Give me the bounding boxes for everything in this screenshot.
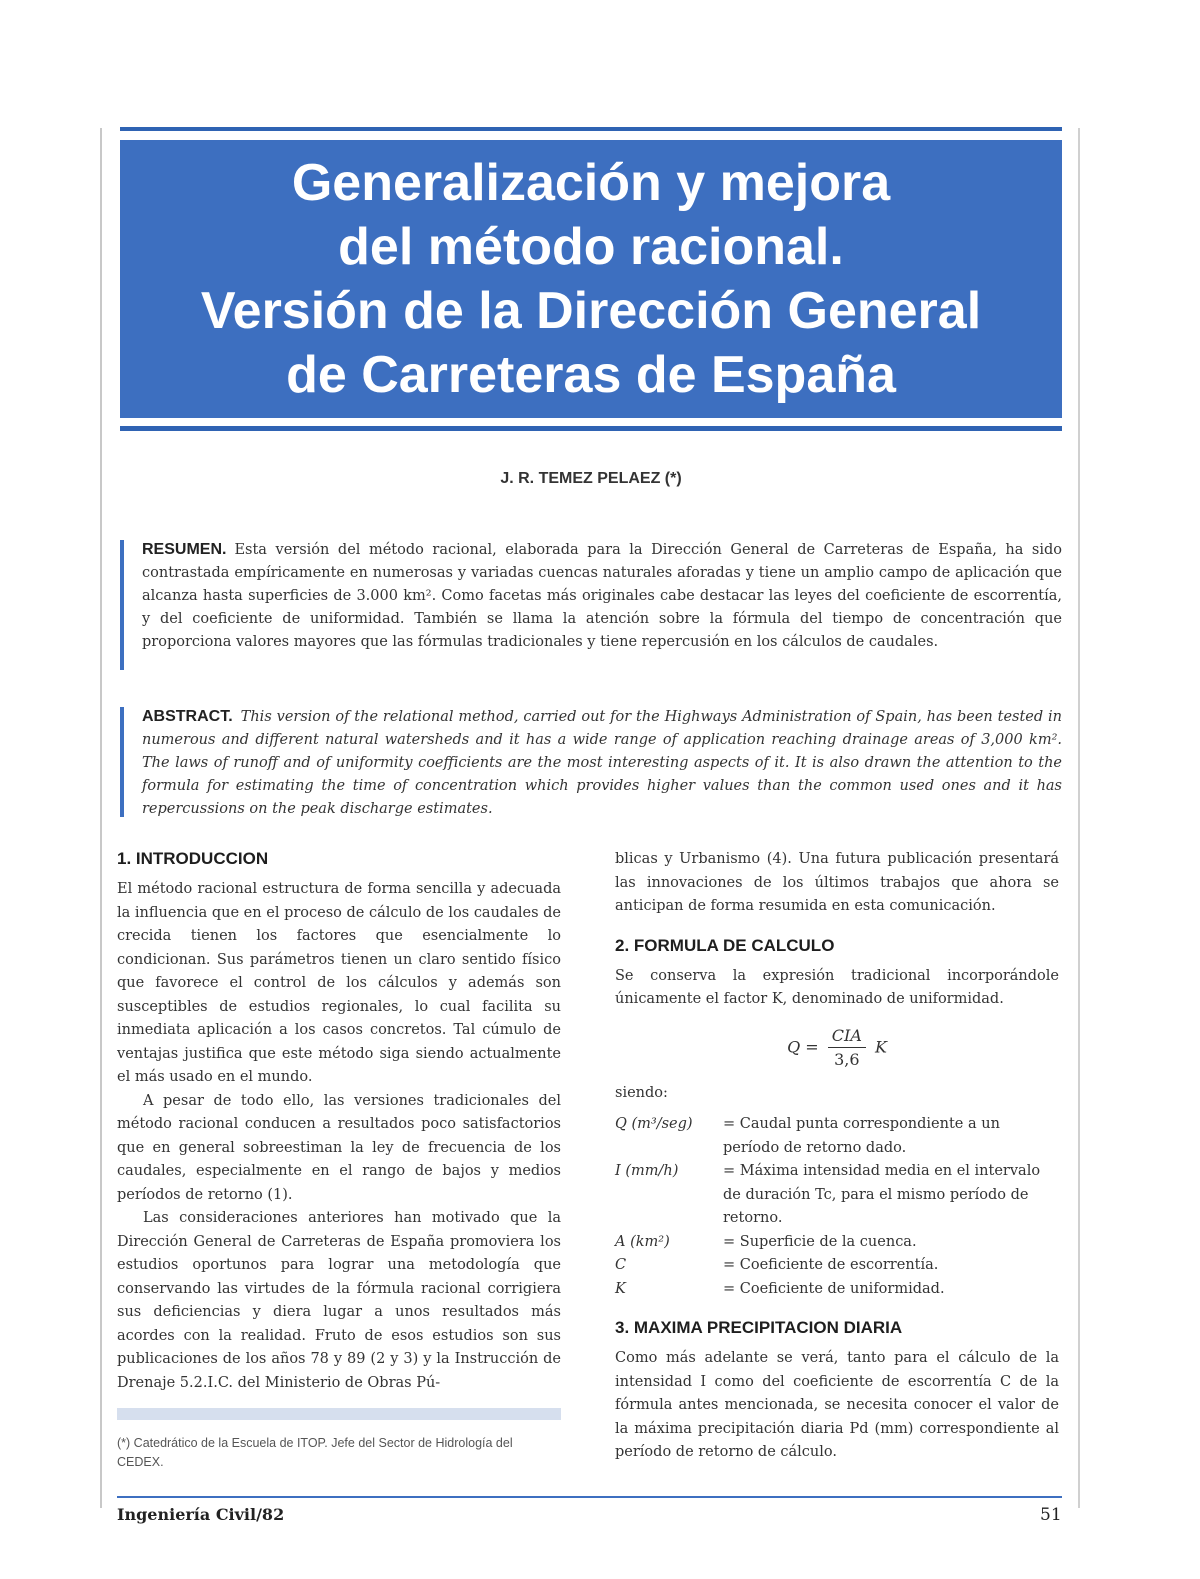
definition-row bbox=[615, 1231, 1059, 1255]
definition-row bbox=[615, 1113, 1059, 1160]
title-line-2: del método racional. bbox=[338, 218, 844, 276]
title-line-4: de Carreteras de España bbox=[286, 346, 896, 404]
resumen-text: Esta versión del método racional, elaborada para la Dirección General de Carreteras de España, ha sido contrastada empíricamente en numerosas y variadas cuencas naturales aforadas y tiene un amplio campo de aplicación que alcanza hasta superficies de 3.000 km². Como facetas más originales cabe destacar las leyes del coeficiente de escorrentía, y del coeficiente de uniformidad. También se llama la atención sobre la fórmula del tiempo de concentración que proporciona valores mayores que las fórmulas tradicionales y tiene repercusión en los cálculos de caudales. bbox=[142, 542, 1062, 650]
abstract-label: ABSTRACT. bbox=[142, 708, 233, 725]
resumen-label: RESUMEN. bbox=[142, 541, 227, 558]
abstract-text: This version of the relational method, carried out for the Highways Administration of Spain, has been tested in numerous and different natural watersheds and it has a wide range of application reaching drainage areas of 3,000 km². The laws of runoff and of uniformity coefficients are the most interesting aspects of it. It is also drawn the attention to the formula for estimating the time of concentration which provides higher values than the common used ones and it has repercussions on the peak discharge estimates. bbox=[142, 709, 1062, 817]
definition-text: = Coeficiente de escorrentía. bbox=[723, 1257, 939, 1273]
abstract-accent-bar bbox=[120, 707, 124, 817]
section-2-intro: Se conserva la expresión tradicional incorporándole únicamente el factor K, denominado de uniformidad. bbox=[615, 967, 1059, 1007]
title-line-1: Generalización y mejora bbox=[291, 154, 891, 212]
formula-numerator: CIA bbox=[828, 1024, 866, 1049]
definition-row bbox=[615, 1278, 1059, 1302]
page-number: 51 bbox=[1040, 1505, 1062, 1525]
formula-fraction bbox=[828, 1024, 866, 1072]
definition-symbol: Q (m³/seg) bbox=[615, 1116, 693, 1132]
footnote-separator bbox=[117, 1408, 561, 1420]
section-3-paragraph-1: Como más adelante se verá, tanto para el cálculo de la intensidad I como del coeficiente de escorrentía C de la fórmula antes mencionada, se necesita conocer el valor de la máxima precipitación diaria Pd (mm) correspondiente al período de retorno de cálculo. bbox=[615, 1350, 1059, 1460]
section-1-paragraph-1: El método racional estructura de forma sencilla y adecuada la influencia que en el proceso de cálculo de los caudales de crecida tienen los factores que esencialmente lo condicionan. Sus parámetros tienen un claro sentido físico que favorece el control de los cálculos y además son susceptibles de estudios regionales, lo cual facilita su inmediata aplicación a los casos concretos. Tal cúmulo de ventajas justifica que este método siga siendo actualmente el más usado en el mundo. bbox=[117, 881, 561, 1085]
title-banner bbox=[120, 140, 1062, 418]
formula-denominator: 3,6 bbox=[834, 1050, 860, 1069]
definition-symbol: A (km²) bbox=[615, 1233, 670, 1250]
section-1-paragraph-2: A pesar de todo ello, las versiones tradicionales del método racional conducen a resultados poco satisfactorios que en general sobreestiman la ley de frecuencia de los caudales, especialmente en el rango de bajos y medios períodos de retorno (1). bbox=[117, 1092, 561, 1203]
right-column bbox=[615, 848, 1059, 1465]
section-2-heading: 2. FORMULA DE CALCULO bbox=[615, 935, 835, 955]
footnote: (*) Catedrático de la Escuela de ITOP. Jefe del Sector de Hidrología del CEDEX. bbox=[117, 1436, 513, 1469]
title-rule-top bbox=[120, 127, 1062, 131]
definition-row bbox=[615, 1254, 1059, 1278]
definition-row bbox=[615, 1160, 1059, 1231]
definition-symbol: C bbox=[615, 1257, 627, 1273]
section-3-heading: 3. MAXIMA PRECIPITACION DIARIA bbox=[615, 1318, 903, 1337]
resumen-accent-bar bbox=[120, 540, 124, 670]
definition-symbol: I (mm/h) bbox=[615, 1163, 679, 1179]
section-1-paragraph-4: blicas y Urbanismo (4). Una futura publicación presentará las innovaciones de los últimos trabajos que ahora se anticipan de forma resumida en esta comunicación. bbox=[615, 851, 1059, 914]
footer-rule bbox=[117, 1496, 1062, 1498]
section-1-paragraph-3: Las consideraciones anteriores han motivado que la Dirección General de Carreteras de España promoviera los estudios oportunos para lograr una metodología que conservando las virtudes de la fórmula racional corrigiera sus deficiencias y diera lugar a unos resultados más acordes con la realidad. Fruto de esos estudios son sus publicaciones de los años 78 y 89 (2 y 3) y la Instrucción de Drenaje 5.2.I.C. del Ministerio de Obras Pú- bbox=[117, 1210, 561, 1391]
definition-text: = Máxima intensidad media en el intervalo de duración Tc, para el mismo período de retorno. bbox=[723, 1163, 1041, 1226]
journal-name: Ingeniería Civil/82 bbox=[117, 1505, 285, 1524]
left-column bbox=[117, 848, 561, 1395]
section-1-heading: 1. INTRODUCCION bbox=[117, 849, 269, 868]
title-rule-bottom bbox=[120, 426, 1062, 431]
definition-text: = Superficie de la cuenca. bbox=[723, 1233, 917, 1250]
definition-text: = Caudal punta correspondiente a un período de retorno dado. bbox=[723, 1116, 1000, 1156]
definition-text: = Coeficiente de uniformidad. bbox=[723, 1280, 945, 1297]
title-line-3: Versión de la Dirección General bbox=[200, 282, 982, 340]
resumen-block bbox=[120, 538, 1062, 654]
definition-symbol: K bbox=[615, 1280, 626, 1297]
formula-rhs: K bbox=[874, 1037, 887, 1056]
formula-lhs: Q = bbox=[787, 1037, 819, 1056]
author-line: J. R. TEMEZ PELAEZ (*) bbox=[500, 470, 682, 487]
page-edge-right bbox=[1078, 128, 1080, 1508]
siendo-label: siendo: bbox=[615, 1084, 668, 1101]
page-edge-left bbox=[100, 128, 102, 1508]
rational-formula bbox=[615, 1024, 1059, 1072]
abstract-block bbox=[120, 705, 1062, 821]
